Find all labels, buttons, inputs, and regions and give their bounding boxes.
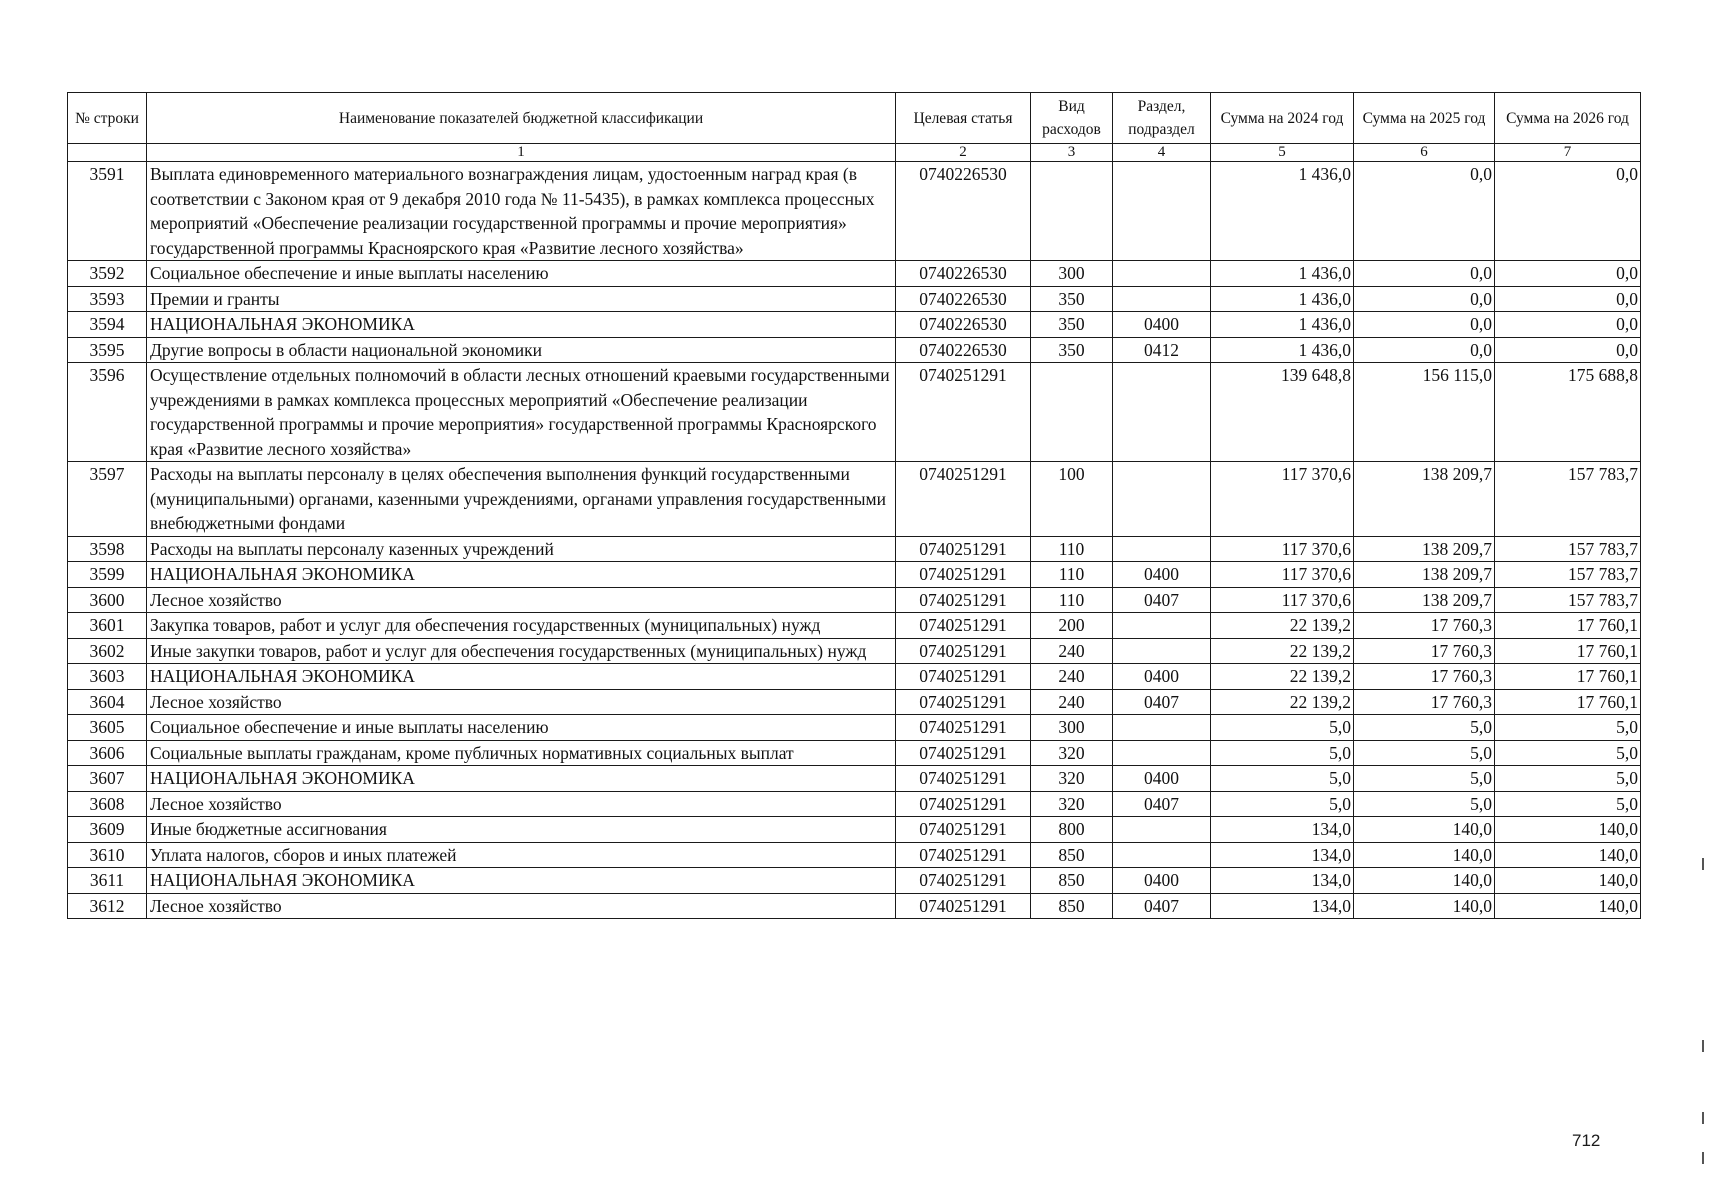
column-number xyxy=(68,144,147,162)
expense-type: 200 xyxy=(1031,613,1113,639)
target-article: 0740251291 xyxy=(896,791,1031,817)
sum-2026: 17 760,1 xyxy=(1495,613,1641,639)
sum-2024: 134,0 xyxy=(1211,893,1354,919)
row-number: 3596 xyxy=(68,363,147,462)
indicator-name: Социальное обеспечение и иные выплаты населению xyxy=(147,715,896,741)
sum-2026: 140,0 xyxy=(1495,868,1641,894)
target-article: 0740251291 xyxy=(896,462,1031,537)
table-row xyxy=(68,261,1641,287)
row-number: 3595 xyxy=(68,337,147,363)
table-row xyxy=(68,817,1641,843)
sum-2024: 139 648,8 xyxy=(1211,363,1354,462)
section-code: 0400 xyxy=(1113,664,1211,690)
sum-2025: 17 760,3 xyxy=(1354,638,1495,664)
section-code: 0400 xyxy=(1113,868,1211,894)
indicator-name: НАЦИОНАЛЬНАЯ ЭКОНОМИКА xyxy=(147,664,896,690)
expense-type: 110 xyxy=(1031,562,1113,588)
table-row xyxy=(68,312,1641,338)
section-code: 0400 xyxy=(1113,562,1211,588)
scan-edge-mark xyxy=(1702,858,1704,870)
row-number: 3602 xyxy=(68,638,147,664)
row-number: 3607 xyxy=(68,766,147,792)
target-article: 0740251291 xyxy=(896,613,1031,639)
indicator-name: Расходы на выплаты персоналу казенных учреждений xyxy=(147,536,896,562)
target-article: 0740226530 xyxy=(896,261,1031,287)
sum-2024: 5,0 xyxy=(1211,791,1354,817)
table-row xyxy=(68,286,1641,312)
target-article: 0740251291 xyxy=(896,689,1031,715)
row-number: 3604 xyxy=(68,689,147,715)
expense-type: 240 xyxy=(1031,664,1113,690)
sum-2024: 1 436,0 xyxy=(1211,286,1354,312)
row-number: 3610 xyxy=(68,842,147,868)
expense-type: 350 xyxy=(1031,337,1113,363)
expense-type: 240 xyxy=(1031,689,1113,715)
row-number: 3600 xyxy=(68,587,147,613)
sum-2026: 17 760,1 xyxy=(1495,638,1641,664)
target-article: 0740251291 xyxy=(896,664,1031,690)
table-row xyxy=(68,740,1641,766)
table-row xyxy=(68,462,1641,537)
indicator-name: Иные закупки товаров, работ и услуг для обеспечения государственных (муниципальных) нужд xyxy=(147,638,896,664)
sum-2024: 1 436,0 xyxy=(1211,312,1354,338)
table-row xyxy=(68,638,1641,664)
indicator-name: НАЦИОНАЛЬНАЯ ЭКОНОМИКА xyxy=(147,868,896,894)
target-article: 0740251291 xyxy=(896,842,1031,868)
table-row xyxy=(68,791,1641,817)
sum-2024: 1 436,0 xyxy=(1211,261,1354,287)
column-number: 3 xyxy=(1031,144,1113,162)
table-row xyxy=(68,613,1641,639)
header-target-article: Целевая статья xyxy=(896,93,1031,144)
target-article: 0740251291 xyxy=(896,868,1031,894)
indicator-name: Осуществление отдельных полномочий в области лесных отношений краевыми государственными учреждениями в рамках комплекса процессных мероприятий «Обеспечение реализации государственной программы и прочие мероприятия» государственной программы Красноярского края «Развитие лесного хозяйства» xyxy=(147,363,896,462)
sum-2024: 134,0 xyxy=(1211,842,1354,868)
table-row xyxy=(68,868,1641,894)
sum-2025: 138 209,7 xyxy=(1354,536,1495,562)
target-article: 0740251291 xyxy=(896,715,1031,741)
column-number: 1 xyxy=(147,144,896,162)
column-number: 6 xyxy=(1354,144,1495,162)
sum-2025: 140,0 xyxy=(1354,842,1495,868)
header-row-number: № строки xyxy=(68,93,147,144)
expense-type: 320 xyxy=(1031,791,1113,817)
sum-2026: 175 688,8 xyxy=(1495,363,1641,462)
sum-2026: 157 783,7 xyxy=(1495,562,1641,588)
sum-2025: 5,0 xyxy=(1354,740,1495,766)
scan-edge-mark xyxy=(1702,1152,1704,1164)
indicator-name: НАЦИОНАЛЬНАЯ ЭКОНОМИКА xyxy=(147,562,896,588)
column-number: 5 xyxy=(1211,144,1354,162)
budget-page xyxy=(67,92,1638,919)
sum-2024: 1 436,0 xyxy=(1211,162,1354,261)
table-row xyxy=(68,363,1641,462)
header-row xyxy=(68,93,1641,144)
sum-2025: 5,0 xyxy=(1354,791,1495,817)
section-code: 0407 xyxy=(1113,587,1211,613)
column-number: 7 xyxy=(1495,144,1641,162)
row-number: 3603 xyxy=(68,664,147,690)
target-article: 0740251291 xyxy=(896,740,1031,766)
sum-2025: 0,0 xyxy=(1354,162,1495,261)
section-code xyxy=(1113,286,1211,312)
indicator-name: НАЦИОНАЛЬНАЯ ЭКОНОМИКА xyxy=(147,766,896,792)
sum-2025: 5,0 xyxy=(1354,766,1495,792)
sum-2025: 138 209,7 xyxy=(1354,462,1495,537)
sum-2026: 0,0 xyxy=(1495,261,1641,287)
header-section: Раздел, подраздел xyxy=(1113,93,1211,144)
header-indicator-name: Наименование показателей бюджетной классификации xyxy=(147,93,896,144)
expense-type: 110 xyxy=(1031,587,1113,613)
column-number: 4 xyxy=(1113,144,1211,162)
section-code xyxy=(1113,613,1211,639)
row-number: 3601 xyxy=(68,613,147,639)
sum-2026: 5,0 xyxy=(1495,791,1641,817)
target-article: 0740251291 xyxy=(896,587,1031,613)
target-article: 0740251291 xyxy=(896,363,1031,462)
sum-2024: 117 370,6 xyxy=(1211,536,1354,562)
sum-2026: 140,0 xyxy=(1495,817,1641,843)
section-code xyxy=(1113,715,1211,741)
sum-2025: 0,0 xyxy=(1354,312,1495,338)
indicator-name: Лесное хозяйство xyxy=(147,791,896,817)
table-body xyxy=(68,162,1641,919)
target-article: 0740251291 xyxy=(896,562,1031,588)
scan-edge-mark xyxy=(1702,1040,1704,1052)
expense-type: 110 xyxy=(1031,536,1113,562)
table-header xyxy=(68,93,1641,162)
sum-2025: 17 760,3 xyxy=(1354,689,1495,715)
row-number: 3605 xyxy=(68,715,147,741)
indicator-name: Иные бюджетные ассигнования xyxy=(147,817,896,843)
indicator-name: Закупка товаров, работ и услуг для обеспечения государственных (муниципальных) нужд xyxy=(147,613,896,639)
sum-2025: 156 115,0 xyxy=(1354,363,1495,462)
section-code xyxy=(1113,842,1211,868)
target-article: 0740226530 xyxy=(896,312,1031,338)
sum-2026: 0,0 xyxy=(1495,337,1641,363)
table-row xyxy=(68,162,1641,261)
sum-2026: 0,0 xyxy=(1495,312,1641,338)
header-sum-2024: Сумма на 2024 год xyxy=(1211,93,1354,144)
target-article: 0740251291 xyxy=(896,817,1031,843)
indicator-name: Социальные выплаты гражданам, кроме публичных нормативных социальных выплат xyxy=(147,740,896,766)
sum-2025: 17 760,3 xyxy=(1354,664,1495,690)
sum-2026: 5,0 xyxy=(1495,766,1641,792)
table-row xyxy=(68,715,1641,741)
indicator-name: Расходы на выплаты персоналу в целях обеспечения выполнения функций государственными (муниципальными) органами, казенными учреждениями, органами управления государственными внебюджетными фондами xyxy=(147,462,896,537)
sum-2026: 140,0 xyxy=(1495,842,1641,868)
sum-2024: 22 139,2 xyxy=(1211,613,1354,639)
target-article: 0740226530 xyxy=(896,286,1031,312)
target-article: 0740251291 xyxy=(896,766,1031,792)
page-number: 712 xyxy=(1572,1131,1601,1150)
sum-2024: 22 139,2 xyxy=(1211,689,1354,715)
sum-2024: 134,0 xyxy=(1211,868,1354,894)
sum-2025: 0,0 xyxy=(1354,261,1495,287)
sum-2026: 157 783,7 xyxy=(1495,462,1641,537)
section-code xyxy=(1113,817,1211,843)
sum-2026: 17 760,1 xyxy=(1495,689,1641,715)
row-number: 3599 xyxy=(68,562,147,588)
section-code xyxy=(1113,162,1211,261)
table-row xyxy=(68,842,1641,868)
expense-type xyxy=(1031,162,1113,261)
indicator-name: Премии и гранты xyxy=(147,286,896,312)
sum-2026: 157 783,7 xyxy=(1495,536,1641,562)
sum-2026: 157 783,7 xyxy=(1495,587,1641,613)
sum-2026: 0,0 xyxy=(1495,286,1641,312)
target-article: 0740226530 xyxy=(896,337,1031,363)
table-row xyxy=(68,587,1641,613)
expense-type: 240 xyxy=(1031,638,1113,664)
indicator-name: Лесное хозяйство xyxy=(147,893,896,919)
column-numbers-row xyxy=(68,144,1641,162)
section-code: 0407 xyxy=(1113,893,1211,919)
table-row xyxy=(68,562,1641,588)
expense-type: 100 xyxy=(1031,462,1113,537)
expense-type: 300 xyxy=(1031,261,1113,287)
column-number: 2 xyxy=(896,144,1031,162)
table-row xyxy=(68,536,1641,562)
sum-2024: 117 370,6 xyxy=(1211,562,1354,588)
section-code: 0400 xyxy=(1113,312,1211,338)
sum-2024: 5,0 xyxy=(1211,740,1354,766)
row-number: 3597 xyxy=(68,462,147,537)
sum-2025: 0,0 xyxy=(1354,337,1495,363)
row-number: 3611 xyxy=(68,868,147,894)
section-code xyxy=(1113,740,1211,766)
sum-2026: 5,0 xyxy=(1495,740,1641,766)
target-article: 0740251291 xyxy=(896,893,1031,919)
section-code: 0407 xyxy=(1113,791,1211,817)
budget-table xyxy=(67,92,1641,919)
header-sum-2025: Сумма на 2025 год xyxy=(1354,93,1495,144)
row-number: 3598 xyxy=(68,536,147,562)
section-code xyxy=(1113,261,1211,287)
sum-2024: 22 139,2 xyxy=(1211,638,1354,664)
indicator-name: Социальное обеспечение и иные выплаты населению xyxy=(147,261,896,287)
sum-2025: 17 760,3 xyxy=(1354,613,1495,639)
scan-edge-mark xyxy=(1702,1112,1704,1124)
row-number: 3608 xyxy=(68,791,147,817)
section-code xyxy=(1113,638,1211,664)
section-code xyxy=(1113,462,1211,537)
section-code: 0407 xyxy=(1113,689,1211,715)
sum-2024: 5,0 xyxy=(1211,715,1354,741)
header-expense-type: Вид расходов xyxy=(1031,93,1113,144)
sum-2025: 138 209,7 xyxy=(1354,562,1495,588)
sum-2025: 140,0 xyxy=(1354,868,1495,894)
row-number: 3594 xyxy=(68,312,147,338)
table-row xyxy=(68,337,1641,363)
header-sum-2026: Сумма на 2026 год xyxy=(1495,93,1641,144)
table-row xyxy=(68,766,1641,792)
indicator-name: Лесное хозяйство xyxy=(147,689,896,715)
section-code: 0400 xyxy=(1113,766,1211,792)
table-row xyxy=(68,689,1641,715)
section-code: 0412 xyxy=(1113,337,1211,363)
sum-2026: 140,0 xyxy=(1495,893,1641,919)
section-code xyxy=(1113,536,1211,562)
indicator-name: Другие вопросы в области национальной экономики xyxy=(147,337,896,363)
sum-2024: 134,0 xyxy=(1211,817,1354,843)
sum-2026: 0,0 xyxy=(1495,162,1641,261)
expense-type: 300 xyxy=(1031,715,1113,741)
expense-type: 320 xyxy=(1031,740,1113,766)
target-article: 0740251291 xyxy=(896,638,1031,664)
sum-2025: 0,0 xyxy=(1354,286,1495,312)
indicator-name: Уплата налогов, сборов и иных платежей xyxy=(147,842,896,868)
sum-2025: 138 209,7 xyxy=(1354,587,1495,613)
expense-type: 350 xyxy=(1031,312,1113,338)
sum-2026: 17 760,1 xyxy=(1495,664,1641,690)
expense-type: 850 xyxy=(1031,842,1113,868)
sum-2024: 22 139,2 xyxy=(1211,664,1354,690)
row-number: 3612 xyxy=(68,893,147,919)
indicator-name: НАЦИОНАЛЬНАЯ ЭКОНОМИКА xyxy=(147,312,896,338)
expense-type xyxy=(1031,363,1113,462)
expense-type: 800 xyxy=(1031,817,1113,843)
target-article: 0740226530 xyxy=(896,162,1031,261)
row-number: 3591 xyxy=(68,162,147,261)
sum-2025: 140,0 xyxy=(1354,817,1495,843)
sum-2024: 117 370,6 xyxy=(1211,587,1354,613)
sum-2025: 5,0 xyxy=(1354,715,1495,741)
expense-type: 320 xyxy=(1031,766,1113,792)
row-number: 3593 xyxy=(68,286,147,312)
row-number: 3609 xyxy=(68,817,147,843)
sum-2024: 117 370,6 xyxy=(1211,462,1354,537)
row-number: 3592 xyxy=(68,261,147,287)
row-number: 3606 xyxy=(68,740,147,766)
sum-2025: 140,0 xyxy=(1354,893,1495,919)
target-article: 0740251291 xyxy=(896,536,1031,562)
expense-type: 850 xyxy=(1031,893,1113,919)
sum-2024: 5,0 xyxy=(1211,766,1354,792)
indicator-name: Выплата единовременного материального вознаграждения лицам, удостоенным наград края (в соответствии с Законом края от 9 декабря 2010 года № 11-5435), в рамках комплекса процессных мероприятий «Обеспечение реализации государственной программы и прочие мероприятия» государственной программы Красноярского края «Развитие лесного хозяйства» xyxy=(147,162,896,261)
table-row xyxy=(68,893,1641,919)
table-row xyxy=(68,664,1641,690)
expense-type: 350 xyxy=(1031,286,1113,312)
sum-2026: 5,0 xyxy=(1495,715,1641,741)
expense-type: 850 xyxy=(1031,868,1113,894)
section-code xyxy=(1113,363,1211,462)
sum-2024: 1 436,0 xyxy=(1211,337,1354,363)
indicator-name: Лесное хозяйство xyxy=(147,587,896,613)
